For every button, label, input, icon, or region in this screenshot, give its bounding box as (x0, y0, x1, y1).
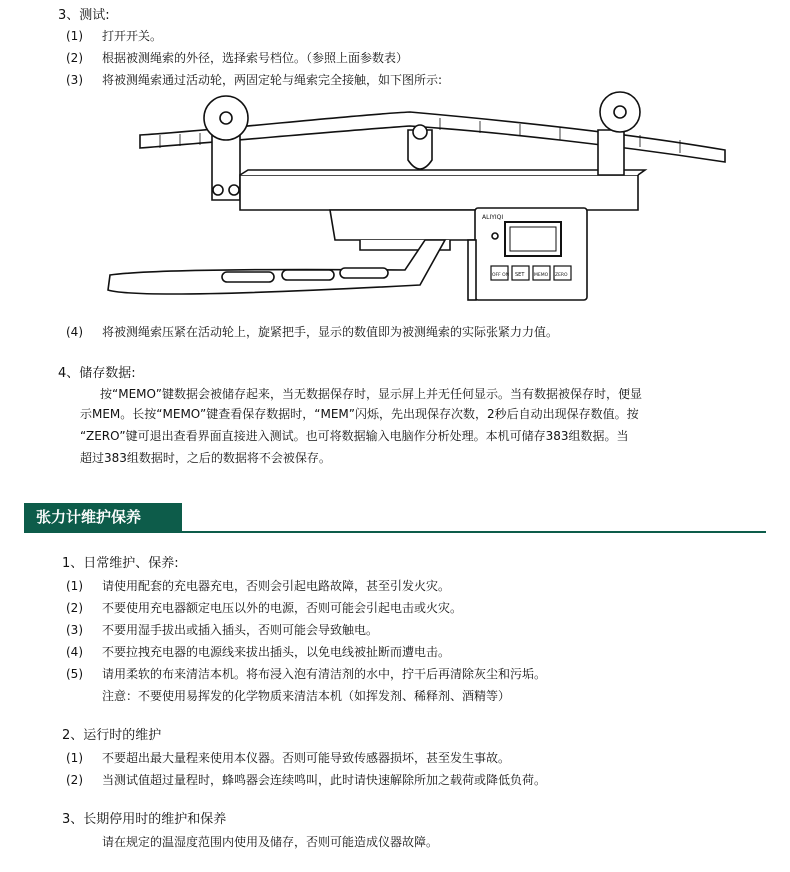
daily-note: 注意：不要使用易挥发的化学物质来清洁本机（如挥发剂、稀释剂、酒精等） (102, 689, 511, 703)
testing-heading: 3、测试: (58, 8, 110, 23)
step-number: (4) (66, 325, 83, 339)
item-number: (1) (66, 579, 83, 593)
handle-slot (222, 272, 274, 282)
daily-item (66, 644, 450, 660)
runtime-heading: 2、运行时的维护 (62, 728, 162, 743)
right-fixed-wheel-post (598, 130, 624, 175)
item-text: 不要超出最大量程来使用本仪器。否则可能导致传感器损坏，甚至发生事故。 (102, 751, 511, 765)
daily-item (66, 622, 378, 638)
storage-heading: 4、储存数据: (58, 366, 136, 381)
step-text: 将被测绳索通过活动轮，两固定轮与绳索完全接触，如下图所示: (102, 73, 443, 87)
tension-meter-diagram (100, 90, 730, 310)
test-step-4 (66, 324, 558, 340)
storage-line: 示MEM。长按“MEMO”键查看保存数据时，“MEM”闪烁，先出现保存次数，2秒后自动出现保存数值。按 (80, 407, 639, 421)
test-step-1 (66, 28, 162, 44)
step-number: (3) (66, 73, 83, 87)
item-text: 请使用配套的充电器充电，否则会引起电路故障，甚至引发火灾。 (102, 579, 451, 593)
item-text: 当测试值超过量程时，蜂鸣器会连续鸣叫，此时请快速解除所加之载荷或降低负荷。 (102, 773, 547, 787)
daily-item (66, 578, 450, 594)
daily-item (66, 666, 546, 682)
runtime-item (66, 772, 546, 788)
main-frame (240, 175, 638, 210)
step-text: 根据被测绳索的外径，选择索号档位。（参照上面参数表） (102, 51, 409, 65)
handle-slot (340, 268, 388, 278)
test-step-2 (66, 50, 408, 66)
memo-button-label: MEMO (534, 273, 549, 278)
runtime-item (66, 750, 510, 766)
handle-slot (282, 270, 334, 280)
set-button-label: SET (515, 272, 525, 278)
lower-body (330, 210, 480, 240)
section-rule (24, 531, 766, 533)
item-text: 请用柔软的布来清洁本机。将布浸入泡有清洁剂的水中，拧干后再清除灰尘和污垢。 (102, 667, 547, 681)
storage-line: 超过383组数据时，之后的数据将不会被保存。 (80, 451, 331, 465)
item-number: (4) (66, 645, 83, 659)
step-number: (2) (66, 51, 83, 65)
item-number: (5) (66, 667, 83, 681)
step-text: 打开开关。 (102, 29, 163, 43)
zero-button-label: ZERO (555, 273, 568, 278)
item-number: (3) (66, 623, 83, 637)
longterm-heading: 3、长期停用时的维护和保养 (62, 812, 227, 827)
item-number: (2) (66, 773, 83, 787)
daily-heading: 1、日常维护、保养: (62, 556, 179, 571)
storage-line: 按“MEMO”键数据会被储存起来，当无数据保存时，显示屏上并无任何显示。当有数据被保存时，便显 (100, 387, 642, 401)
step-number: (1) (66, 29, 83, 43)
item-text: 不要使用充电器额定电压以外的电源，否则可能会引起电击或火灾。 (102, 601, 463, 615)
test-step-3 (66, 72, 442, 88)
movable-wheel (413, 125, 427, 139)
brand-label: ALIYIQI (482, 214, 504, 221)
off-on-button-label: OFF ON (492, 273, 510, 278)
item-text: 不要拉拽充电器的电源线来拔出插头，以免电线被扯断而遭电击。 (102, 645, 451, 659)
section-title-bar: 张力计维护保养 (24, 503, 182, 531)
item-text: 不要用湿手拔出或插入插头，否则可能会导致触电。 (102, 623, 379, 637)
item-number: (2) (66, 601, 83, 615)
item-number: (1) (66, 751, 83, 765)
longterm-text: 请在规定的温湿度范围内使用及储存，否则可能造成仪器故障。 (102, 835, 439, 849)
daily-item (66, 600, 462, 616)
storage-line: “ZERO”键可退出查看界面直接进入测试。也可将数据输入电脑作分析处理。本机可储存383组数据。当 (80, 429, 629, 443)
step-text: 将被测绳索压紧在活动轮上，旋紧把手，显示的数值即为被测绳索的实际张紧力力值。 (102, 325, 559, 339)
